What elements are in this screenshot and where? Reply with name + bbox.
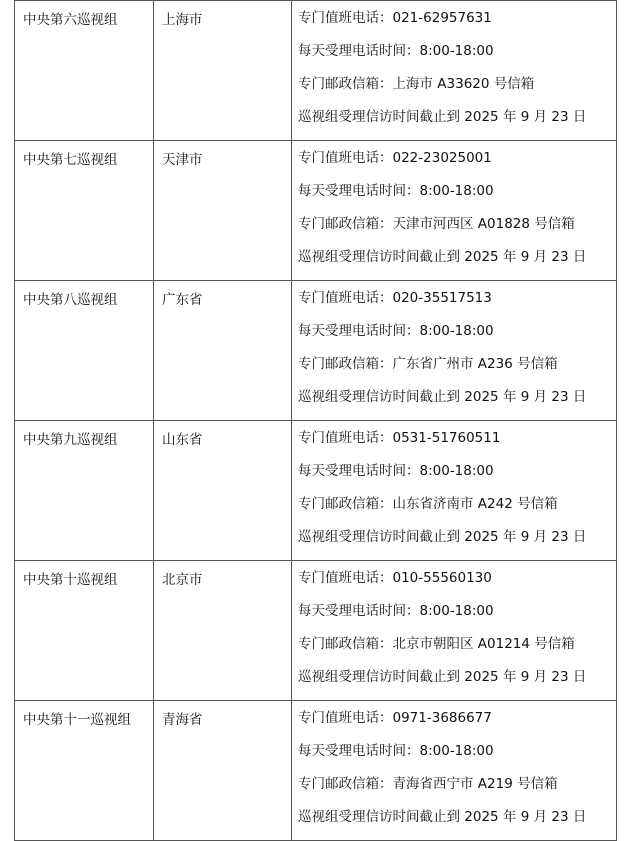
hotline-text: 专门值班电话：022-23025001: [298, 150, 492, 166]
deadline-text: 巡视组受理信访时间截止到 2025 年 9 月 23 日: [298, 249, 587, 265]
hours-text: 每天受理电话时间：8:00-18:00: [298, 43, 494, 59]
hotline-text: 专门值班电话：0971-3686677: [298, 710, 492, 726]
mailbox-text: 专门邮政信箱：上海市 A33620 号信箱: [298, 76, 535, 92]
mailbox-text: 专门邮政信箱：广东省广州市 A236 号信箱: [298, 356, 558, 372]
table-row: [15, 561, 617, 701]
contact-info: [292, 281, 617, 421]
deadline-text: 巡视组受理信访时间截止到 2025 年 9 月 23 日: [298, 389, 587, 405]
contact-info: [292, 141, 617, 281]
region-name: 上海市: [154, 1, 292, 141]
deadline-text: 巡视组受理信访时间截止到 2025 年 9 月 23 日: [298, 809, 587, 825]
hours-text: 每天受理电话时间：8:00-18:00: [298, 463, 494, 479]
hotline-text: 专门值班电话：0531-51760511: [298, 430, 501, 446]
region-name: 天津市: [154, 141, 292, 281]
region-name: 北京市: [154, 561, 292, 701]
group-name: 中央第十巡视组: [15, 561, 154, 701]
hotline-text: 专门值班电话：021-62957631: [298, 10, 492, 26]
hours-text: 每天受理电话时间：8:00-18:00: [298, 183, 494, 199]
hotline-text: 专门值班电话：010-55560130: [298, 570, 492, 586]
deadline-text: 巡视组受理信访时间截止到 2025 年 9 月 23 日: [298, 669, 587, 685]
deadline-text: 巡视组受理信访时间截止到 2025 年 9 月 23 日: [298, 109, 587, 125]
table-row: [15, 141, 617, 281]
hours-text: 每天受理电话时间：8:00-18:00: [298, 603, 494, 619]
inspection-schedule-table: [14, 0, 617, 841]
group-name: 中央第十一巡视组: [15, 701, 154, 841]
hotline-text: 专门值班电话：020-35517513: [298, 290, 492, 306]
table-row: [15, 421, 617, 561]
contact-info: [292, 1, 617, 141]
group-name: 中央第九巡视组: [15, 421, 154, 561]
mailbox-text: 专门邮政信箱：北京市朝阳区 A01214 号信箱: [298, 636, 575, 652]
table-row: [15, 281, 617, 421]
group-name: 中央第六巡视组: [15, 1, 154, 141]
group-name: 中央第七巡视组: [15, 141, 154, 281]
group-name: 中央第八巡视组: [15, 281, 154, 421]
region-name: 青海省: [154, 701, 292, 841]
hours-text: 每天受理电话时间：8:00-18:00: [298, 743, 494, 759]
mailbox-text: 专门邮政信箱：青海省西宁市 A219 号信箱: [298, 776, 558, 792]
mailbox-text: 专门邮政信箱：山东省济南市 A242 号信箱: [298, 496, 558, 512]
table-row: [15, 701, 617, 841]
region-name: 广东省: [154, 281, 292, 421]
contact-info: [292, 561, 617, 701]
contact-info: [292, 701, 617, 841]
contact-info: [292, 421, 617, 561]
mailbox-text: 专门邮政信箱：天津市河西区 A01828 号信箱: [298, 216, 575, 232]
table-row: [15, 1, 617, 141]
deadline-text: 巡视组受理信访时间截止到 2025 年 9 月 23 日: [298, 529, 587, 545]
hours-text: 每天受理电话时间：8:00-18:00: [298, 323, 494, 339]
region-name: 山东省: [154, 421, 292, 561]
